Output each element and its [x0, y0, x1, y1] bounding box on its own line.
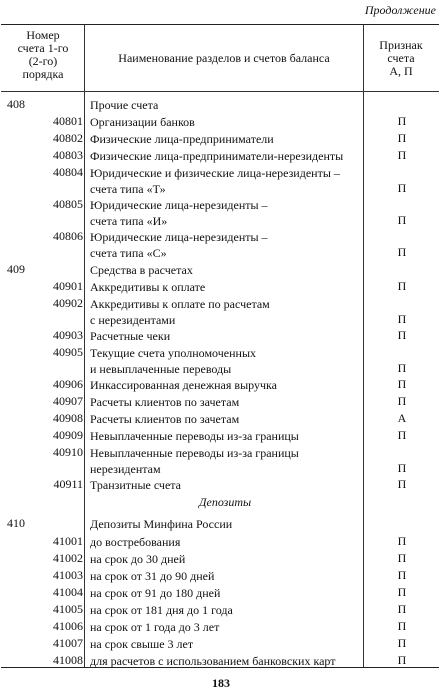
account-sign: П	[397, 602, 407, 616]
account-code-2nd-order: 40805	[53, 197, 83, 211]
account-name-line: Расчеты клиентов по зачетам	[90, 412, 240, 426]
account-name-line: Юридические и физические лица-нерезиденты –	[90, 166, 340, 180]
account-name	[90, 494, 360, 510]
account-code-2nd-order: 40911	[53, 477, 83, 491]
account-name	[90, 585, 360, 601]
account-name-line: Транзитные счета	[90, 478, 182, 492]
account-name-line: и невыплаченные переводы	[90, 362, 232, 376]
account-name-line: Инкассированная денежная выручка	[90, 378, 277, 392]
account-name-line: счета типа «С»	[90, 246, 167, 260]
account-code-1st-order: 410	[7, 516, 25, 530]
account-code-2nd-order: 41007	[53, 636, 83, 650]
account-name	[90, 279, 360, 295]
header-name-col: Наименование разделов и счетов баланса	[118, 51, 330, 65]
account-code-2nd-order: 40903	[53, 328, 83, 342]
account-code-2nd-order: 40901	[53, 279, 83, 293]
account-name-line: на срок от 31 до 90 дней	[90, 569, 215, 583]
continued-label: Продолжение	[364, 3, 436, 17]
header-number-col	[3, 29, 83, 81]
account-name-line: Прочие счета	[90, 98, 159, 112]
account-sign: П	[397, 361, 407, 375]
account-name	[90, 394, 360, 410]
account-name-line: Расчетные чеки	[90, 329, 171, 343]
account-sign: П	[397, 636, 407, 650]
account-name-line: счета типа «Т»	[90, 182, 166, 196]
account-code-2nd-order: 40804	[53, 165, 83, 179]
account-name-line: на срок от 1 года до 3 лет	[90, 620, 220, 634]
header-text: Номер	[26, 28, 60, 42]
account-code-1st-order: 409	[7, 262, 25, 276]
account-name	[90, 262, 360, 278]
account-name-line: Невыплаченные переводы из-за границы	[90, 429, 299, 443]
account-sign: П	[397, 245, 407, 259]
account-name	[90, 345, 360, 377]
header-text: Признак	[379, 38, 423, 52]
account-name-line: на срок до 30 дней	[90, 552, 186, 566]
account-sign: П	[397, 377, 407, 391]
account-name	[90, 636, 360, 652]
account-name-line: Текущие счета уполномоченных	[90, 346, 257, 360]
account-sign: П	[397, 653, 407, 667]
account-code-2nd-order: 41005	[53, 602, 83, 616]
account-name-line: для расчетов с использованием банковских карт	[90, 654, 336, 668]
header-text: А, П	[389, 64, 413, 78]
account-name	[90, 377, 360, 393]
account-name-line: Депозиты Минфина России	[90, 517, 233, 531]
account-code-1st-order: 408	[7, 97, 25, 111]
header-text: счета	[387, 51, 415, 65]
account-code-2nd-order: 40907	[53, 394, 83, 408]
account-name-line: Физические лица-предприниматели	[90, 132, 274, 146]
account-name-line: до востребования	[90, 535, 181, 549]
column-divider	[363, 25, 364, 667]
account-sign: А	[397, 411, 407, 425]
account-code-2nd-order: 41008	[53, 653, 83, 667]
account-name-line: Депозиты	[198, 495, 252, 509]
account-name	[90, 328, 360, 344]
account-name-line: Юридические лица-нерезиденты –	[90, 230, 268, 244]
account-code-2nd-order: 40801	[53, 114, 83, 128]
account-name-line: на срок от 91 до 180 дней	[90, 586, 221, 600]
account-name-line: на срок свыше 3 лет	[90, 637, 194, 651]
account-code-2nd-order: 40908	[53, 411, 83, 425]
account-name	[90, 229, 360, 261]
account-name	[90, 114, 360, 130]
account-name	[90, 165, 360, 197]
account-name-line: нерезидентам	[90, 462, 161, 476]
account-sign: П	[397, 328, 407, 342]
account-code-2nd-order: 41002	[53, 551, 83, 565]
account-name	[90, 296, 360, 328]
account-code-2nd-order: 40906	[53, 377, 83, 391]
account-name	[90, 477, 360, 493]
account-name-line: на срок от 181 дня до 1 года	[90, 603, 233, 617]
account-name-line: Аккредитивы к оплате по расчетам	[90, 297, 270, 311]
account-name-line: с нерезидентами	[90, 313, 176, 327]
account-sign: П	[397, 131, 407, 145]
account-sign: П	[397, 551, 407, 565]
account-name-line: счета типа «И»	[90, 214, 168, 228]
header-text: счета 1-го	[17, 41, 69, 55]
account-code-2nd-order: 40902	[53, 296, 83, 310]
account-name-line: Аккредитивы к оплате	[90, 280, 206, 294]
account-name-line: Расчеты клиентов по зачетам	[90, 395, 240, 409]
account-code-2nd-order: 40910	[53, 445, 83, 459]
account-sign: П	[397, 585, 407, 599]
account-sign: П	[397, 428, 407, 442]
account-name	[90, 516, 360, 532]
account-name	[90, 551, 360, 567]
page-number: 183	[212, 676, 230, 690]
account-sign: П	[397, 477, 407, 491]
account-name-line: Средства в расчетах	[90, 263, 193, 277]
account-name	[90, 197, 360, 229]
account-name	[90, 428, 360, 444]
header-divider	[1, 91, 439, 92]
account-name	[90, 131, 360, 147]
account-name	[90, 568, 360, 584]
account-sign: П	[397, 461, 407, 475]
account-name	[90, 148, 360, 164]
account-name-line: Физические лица-предприниматели-нерезиденты	[90, 149, 344, 163]
column-divider	[84, 25, 85, 667]
account-name	[90, 653, 360, 669]
header-sign-col	[363, 39, 439, 78]
account-sign: П	[397, 568, 407, 582]
account-sign: П	[397, 394, 407, 408]
header-text: порядка	[22, 67, 64, 81]
account-name-line: Организации банков	[90, 115, 195, 129]
account-code-2nd-order: 40806	[53, 229, 83, 243]
account-code-2nd-order: 41003	[53, 568, 83, 582]
account-name	[90, 534, 360, 550]
account-code-2nd-order: 41006	[53, 619, 83, 633]
account-sign: П	[397, 619, 407, 633]
account-code-2nd-order: 40905	[53, 345, 83, 359]
account-sign: П	[397, 148, 407, 162]
account-name	[90, 97, 360, 113]
header-text: (2-го)	[28, 54, 58, 68]
account-name	[90, 619, 360, 635]
account-code-2nd-order: 40803	[53, 148, 83, 162]
account-name	[90, 411, 360, 427]
account-code-2nd-order: 41004	[53, 585, 83, 599]
account-code-2nd-order: 40802	[53, 131, 83, 145]
account-sign: П	[397, 534, 407, 548]
account-sign: П	[397, 213, 407, 227]
account-name-line: Невыплаченные переводы из-за границы	[90, 446, 299, 460]
account-sign: П	[397, 312, 407, 326]
account-name	[90, 602, 360, 618]
account-code-2nd-order: 40909	[53, 428, 83, 442]
account-code-2nd-order: 41001	[53, 534, 83, 548]
account-name	[90, 445, 360, 477]
account-sign: П	[397, 114, 407, 128]
balance-table	[1, 24, 439, 668]
account-sign: П	[397, 279, 407, 293]
account-name-line: Юридические лица-нерезиденты –	[90, 198, 268, 212]
account-sign: П	[397, 181, 407, 195]
